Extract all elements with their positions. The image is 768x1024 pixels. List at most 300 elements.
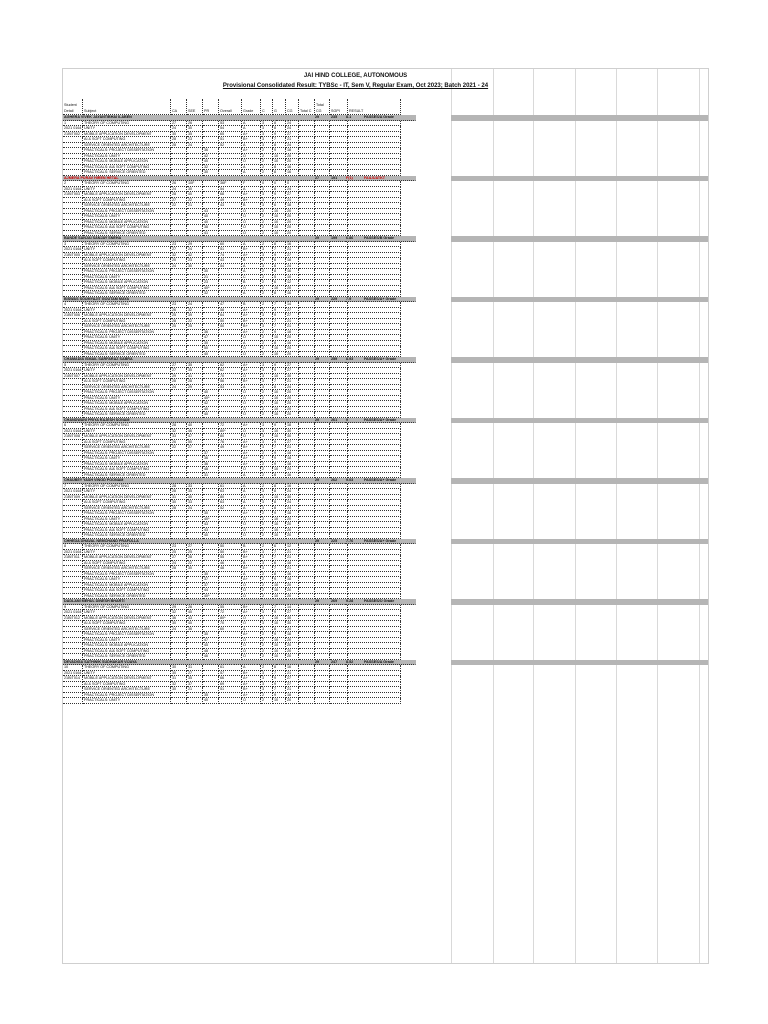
total-cg: 199 [330, 236, 345, 242]
subject-name: MOBILE APPLICATION DEVELOPMENT [83, 374, 171, 380]
band-extension [451, 478, 708, 484]
score-cell: 9 [273, 451, 286, 457]
score-cell: 2 [261, 412, 273, 418]
score-cell: 30 [203, 632, 219, 638]
score-cell: 2 [261, 522, 273, 528]
score-cell: 63 [219, 489, 242, 495]
score-cell: 10 [273, 583, 286, 589]
score-cell: A+ [242, 363, 261, 369]
score-cell: 3 [261, 203, 273, 209]
score-cell: A [242, 242, 261, 248]
subject-name: PRACTICALS: PROJECT DISSERTATION [83, 390, 171, 396]
band-extension [451, 297, 708, 303]
score-cell: 21 [286, 319, 299, 325]
score-cell: 24 [286, 385, 299, 391]
title-block [63, 71, 708, 91]
score-cell: 2 [261, 302, 273, 308]
score-cell: 24 [286, 143, 299, 149]
score-cell: 40 [187, 495, 203, 501]
score-cell: 22 [171, 445, 187, 451]
sgpi: 8.93 [345, 357, 363, 363]
score-cell: 62 [219, 368, 242, 374]
score-cell: A [242, 665, 261, 671]
header-cell: SGPI [330, 99, 348, 115]
score-cell: 31 [171, 495, 187, 501]
score-cell: 41 [187, 374, 203, 380]
score-cell: 32 [171, 610, 187, 616]
result: PASSES/A+ Grade [363, 539, 416, 545]
subject-name: MOBILE APPLICATION DEVELOPMENT [83, 495, 171, 501]
score-cell: 52 [219, 506, 242, 512]
band-extension [451, 539, 708, 545]
score-cell: 3 [261, 627, 273, 633]
score-cell: 27 [286, 682, 299, 688]
score-cell: O [242, 621, 261, 627]
result: FAILS/ATKT [363, 176, 416, 182]
score-cell: 8 [273, 627, 286, 633]
score-cell: 36 [187, 627, 203, 633]
score-cell: B+ [242, 671, 261, 677]
score-cell: 6 [273, 561, 286, 567]
subject-name: THEORY OF COMPUTING [83, 665, 171, 671]
score-cell: 40 [203, 698, 219, 704]
score-cell: 20 [286, 698, 299, 704]
score-cell: 25 [171, 550, 187, 556]
score-cell: 40 [187, 621, 203, 627]
subject-name: AI & SOFT COMPUTING [83, 379, 171, 385]
score-cell: 10 [273, 594, 286, 600]
score-cell: 10 [273, 346, 286, 352]
score-cell: 7 [273, 445, 286, 451]
score-cell: 24 [171, 126, 187, 132]
score-cell: 20 [286, 583, 299, 589]
score-cell: 32 [203, 165, 219, 171]
blank-cell [330, 698, 348, 704]
student-detail-cell: 21BIT006 [63, 313, 83, 319]
subject-name: AI & SOFT COMPUTING [83, 500, 171, 506]
score-cell: 5 [273, 275, 286, 281]
score-cell: 27 [187, 671, 203, 677]
student-detail-cell: 2021 0164 [64, 126, 82, 130]
score-cell: B [242, 203, 261, 209]
score-cell: 30 [187, 126, 203, 132]
score-cell: 46 [203, 654, 219, 660]
score-cell: 2 [261, 165, 273, 171]
subject-name: PRACTICALS: AI& SOFT COMPUTING [83, 649, 171, 655]
total-credits: 29 [314, 478, 330, 484]
score-cell: 21 [286, 379, 299, 385]
score-cell: 40* [203, 286, 219, 292]
student-detail-cell: 7 [63, 484, 83, 490]
subject-name: SERVICE ORIENTED ARCHITECTURE [83, 627, 171, 633]
score-cell: A+ [242, 313, 261, 319]
score-cell: 76 [219, 440, 242, 446]
student-detail-cell: 21BIT014 [63, 676, 83, 682]
score-cell: 40 [203, 214, 219, 220]
score-cell: A+ [242, 330, 261, 336]
result: PASSES/A+ Grade [363, 478, 416, 484]
score-cell: O [242, 346, 261, 352]
score-cell: A [242, 126, 261, 132]
score-cell: 8 [273, 341, 286, 347]
score-cell: 3 [261, 385, 273, 391]
subject-name: MOBILE APPLICATION DEVELOPMENT [83, 555, 171, 561]
header-cell: SEE [187, 99, 203, 115]
score-cell: 10 [273, 643, 286, 649]
score-cell: 30 [187, 566, 203, 572]
score-cell: 25 [171, 324, 187, 330]
score-cell: A [242, 341, 261, 347]
score-cell: 27 [286, 363, 299, 369]
score-cell: 35 [203, 693, 219, 699]
score-cell: O [242, 225, 261, 231]
total-cg: 225 [330, 539, 345, 545]
score-cell: O [242, 407, 261, 413]
score-cell: 27 [286, 368, 299, 374]
student-name: CHHEDA DHAVAL NEMCHAND PRAFULLA [63, 539, 234, 545]
score-cell: 20 [286, 214, 299, 220]
score-cell: 24 [187, 247, 203, 253]
score-cell: 8 [273, 506, 286, 512]
total-credits: 29 [314, 297, 330, 303]
score-cell: 27 [286, 253, 299, 259]
result: PASSES/A+ Grade [363, 418, 416, 424]
column-gridline [657, 69, 658, 963]
score-cell: 46 [187, 429, 203, 435]
score-cell: A+ [242, 423, 261, 429]
score-cell: 7 [273, 137, 286, 143]
column-gridline [451, 69, 452, 963]
score-cell: 18 [286, 451, 299, 457]
score-cell: 30 [171, 671, 187, 677]
score-cell: B [242, 302, 261, 308]
score-cell: 10 [273, 286, 286, 292]
score-cell: 3 [261, 363, 273, 369]
score-cell: 14 [286, 605, 299, 611]
score-cell: A [242, 170, 261, 176]
student-detail-cell: 21BIT007 [63, 374, 83, 380]
total-cg: 191 [330, 176, 345, 182]
score-cell: 2 [261, 170, 273, 176]
result: PASSES/A Grade [363, 660, 416, 666]
student-detail-cell: 1 [63, 121, 83, 127]
score-cell: 2 [261, 456, 273, 462]
score-cell: 3 [261, 247, 273, 253]
total-credits: 29 [314, 115, 330, 121]
score-cell: 18 [286, 258, 299, 264]
score-cell: 21 [203, 275, 219, 281]
score-cell: 40* [203, 517, 219, 523]
score-cell: 3 [261, 506, 273, 512]
score-cell: A+ [242, 682, 261, 688]
score-cell: 9 [273, 423, 286, 429]
score-cell: 54 [219, 187, 242, 193]
score-cell: 10 [273, 209, 286, 215]
student-detail-cell: 21BIT011 [63, 555, 83, 561]
score-cell: 16 [286, 165, 299, 171]
score-cell: 40* [203, 396, 219, 402]
score-cell: 35 [187, 489, 203, 495]
score-cell: 0 [261, 181, 273, 187]
score-cell: 2 [261, 291, 273, 297]
result: PASSES/A+ Grade [363, 297, 416, 303]
sgpi: 7.76 [345, 539, 363, 545]
score-cell: 70 [219, 621, 242, 627]
score-cell: 20 [286, 412, 299, 418]
score-cell: O [242, 209, 261, 215]
score-cell: 80 [219, 495, 242, 501]
score-cell: 8 [273, 385, 286, 391]
score-cell: 2 [261, 533, 273, 539]
score-cell: 42 [203, 401, 219, 407]
score-cell: 43 [203, 522, 219, 528]
subject-name: PRACTICALS: UNITY [83, 456, 171, 462]
score-cell: 50 [219, 550, 242, 556]
score-cell: 62 [219, 363, 242, 369]
score-cell: 21 [286, 445, 299, 451]
score-cell: 27 [171, 555, 187, 561]
score-cell: 18 [286, 511, 299, 517]
score-cell: 2 [261, 649, 273, 655]
score-cell: 10 [273, 533, 286, 539]
score-cell: 28 [171, 137, 187, 143]
score-cell: O [242, 154, 261, 160]
score-cell: 9 [273, 693, 286, 699]
student-name: AJMERA PURAV HIREN HETAL [63, 176, 234, 182]
score-cell: 10 [273, 522, 286, 528]
score-cell: 80* [219, 616, 242, 622]
score-cell: 30 [286, 616, 299, 622]
score-cell: 23 [171, 544, 187, 550]
subject-name: UNITY [83, 126, 171, 132]
score-cell: 49 [219, 198, 242, 204]
subject-name: THEORY OF COMPUTING [83, 302, 171, 308]
total-cg: 262 [330, 478, 345, 484]
score-cell: 9 [273, 440, 286, 446]
score-cell: 23 [171, 242, 187, 248]
score-cell: 2 [261, 341, 273, 347]
score-cell: 8 [273, 165, 286, 171]
score-cell: B+ [242, 247, 261, 253]
score-cell: 63 [219, 500, 242, 506]
score-cell: O [242, 286, 261, 292]
score-cell: 21 [286, 137, 299, 143]
score-cell: 8 [273, 665, 286, 671]
score-cell: 72 [219, 423, 242, 429]
student-detail-cell: 21BIT003 [63, 192, 83, 198]
score-cell: 35 [187, 363, 203, 369]
subject-name: PRACTICALS: UNITY [83, 638, 171, 644]
subject-name: AI & SOFT COMPUTING [83, 137, 171, 143]
score-cell: 24 [286, 121, 299, 127]
score-cell: 33 [171, 434, 187, 440]
subject-name: AI & SOFT COMPUTING [83, 198, 171, 204]
subject-name: PRACTICALS: UNITY [83, 154, 171, 160]
score-cell: 52 [219, 143, 242, 149]
score-cell: 10 [273, 434, 286, 440]
score-cell: 29 [187, 242, 203, 248]
score-cell: 7 [273, 379, 286, 385]
score-cell: 2 [261, 632, 273, 638]
score-cell: 10 [273, 390, 286, 396]
subject-name: PRACTICALS: PROJECT DISSERTATION [83, 209, 171, 215]
score-cell: 40* [203, 594, 219, 600]
score-cell: 29 [171, 605, 187, 611]
score-cell: 29 [187, 385, 203, 391]
subject-name: PRACTICALS: AI& SOFT COMPUTING [83, 286, 171, 292]
subject-name: PRACTICALS: PROJECT DISSERTATION [83, 269, 171, 275]
score-cell: 30 [171, 665, 187, 671]
score-cell: 27 [286, 132, 299, 138]
subject-name: PRACTICALS: PROJECT DISSERTATION [83, 632, 171, 638]
score-cell: 2 [261, 605, 273, 611]
score-cell: A [242, 121, 261, 127]
score-cell: B+ [242, 137, 261, 143]
header-cell: Student Detail [63, 99, 83, 115]
total-cg: 235 [330, 115, 345, 121]
score-cell [219, 698, 242, 704]
score-cell: 2 [261, 665, 273, 671]
score-cell: 7 [273, 687, 286, 693]
score-cell: 53 [219, 385, 242, 391]
subject-name: THEORY OF COMPUTING [83, 605, 171, 611]
score-cell: 16 [286, 665, 299, 671]
subject-name: PRACTICALS: MOBILE APPLICATION [83, 643, 171, 649]
header-cell: Total C [299, 99, 315, 115]
score-cell: B+ [242, 319, 261, 325]
score-cell: 37 [203, 583, 219, 589]
score-cell: A+ [242, 148, 261, 154]
score-cell: 31 [203, 473, 219, 479]
score-cell: 10 [273, 401, 286, 407]
score-cell: 38 [203, 225, 219, 231]
score-cell: 30 [203, 170, 219, 176]
score-cell: 43 [219, 203, 242, 209]
score-cell: 3 [261, 192, 273, 198]
score-cell: 65 [219, 132, 242, 138]
score-cell: 24 [286, 187, 299, 193]
score-cell: 3 [261, 566, 273, 572]
score-cell: 9 [273, 682, 286, 688]
score-cell: 60 [219, 242, 242, 248]
score-cell: O [242, 638, 261, 644]
student-detail-cell: 5 [63, 363, 83, 369]
student-detail-cell: 21BIT012 [63, 616, 83, 622]
score-cell: 30 [203, 511, 219, 517]
score-cell: 8 [273, 484, 286, 490]
student-detail-cell: 21BIT005 [63, 253, 83, 259]
student-name: CHAUBEY YASH VINOD POONAM [63, 478, 234, 484]
score-cell: 20 [286, 638, 299, 644]
subject-name: AI & SOFT COMPUTING [83, 440, 171, 446]
score-cell: 3 [261, 616, 273, 622]
student-name: BISWAS SOUMYAJIT GOUTAM MAYA [63, 297, 234, 303]
student-detail-cell: 6 [63, 423, 83, 429]
subject-name: PRACTICALS: AI& SOFT COMPUTING [83, 407, 171, 413]
score-cell: 2 [261, 269, 273, 275]
score-cell: A [242, 269, 261, 275]
score-cell: 20 [286, 528, 299, 534]
student-detail-cell [63, 698, 83, 704]
score-cell: A [242, 187, 261, 193]
sgpi: 9 [345, 418, 363, 424]
score-cell: B+ [242, 550, 261, 556]
student-name: CHAMADIA ISMAIL SARFARAZ SABRA [63, 357, 234, 363]
score-cell: 20 [286, 594, 299, 600]
score-cell: 40 [203, 533, 219, 539]
subject-name: PRACTICALS: UNITY [83, 335, 171, 341]
student-name: CHANDWANI PRIYA RAJESH SONAM [63, 418, 234, 424]
subject-name: PRACTICALS: UNITY [83, 214, 171, 220]
score-cell: 40 [203, 390, 219, 396]
header-cell: G [273, 99, 286, 115]
score-cell: 3 [261, 187, 273, 193]
score-cell: 42 [203, 154, 219, 160]
total-cg: 229 [330, 297, 345, 303]
score-cell [171, 698, 187, 704]
score-cell: 23 [171, 302, 187, 308]
student-detail-cell: 21BIT002 [63, 132, 83, 138]
score-cell: 30 [187, 264, 203, 270]
score-cell: 43 [203, 528, 219, 534]
score-cell: 3 [261, 324, 273, 330]
score-cell: 55 [219, 555, 242, 561]
score-cell: 20 [286, 390, 299, 396]
score-cell: 20 [286, 588, 299, 594]
student-name: BANDE SANJAI SANJAY SNEHA [63, 236, 234, 242]
score-cell: 6 [273, 258, 286, 264]
score-cell: A [242, 264, 261, 270]
score-cell: O [242, 434, 261, 440]
score-cell: 9 [273, 192, 286, 198]
score-cell: 3 [261, 258, 273, 264]
score-cell: 3 [261, 500, 273, 506]
score-cell: 2 [261, 330, 273, 336]
subject-name: AI & SOFT COMPUTING [83, 319, 171, 325]
score-cell: 7 [273, 566, 286, 572]
score-cell: 10F [187, 181, 203, 187]
score-cell: 2 [261, 154, 273, 160]
score-cell: 43 [203, 209, 219, 215]
sgpi: 7.9 [345, 297, 363, 303]
student-detail-cell: 2021 0164 [64, 610, 82, 614]
score-cell: 47 [203, 335, 219, 341]
subject-name: PRACTICALS: AI& SOFT COMPUTING [83, 165, 171, 171]
score-cell: 23 [187, 137, 203, 143]
score-cell: B+ [242, 324, 261, 330]
score-cell: 21 [286, 247, 299, 253]
subject-name: PRACTICALS: MOBILE APPLICATION [83, 583, 171, 589]
score-cell: 27 [171, 247, 187, 253]
score-cell: 2 [261, 511, 273, 517]
score-cell: 24 [171, 561, 187, 567]
score-cell: 3 [261, 132, 273, 138]
score-cell: 21 [286, 687, 299, 693]
subject-name: PRACTICALS: PROJECT DISSERTATION [83, 511, 171, 517]
subject-name: PRACTICALS: UNITY [83, 275, 171, 281]
score-cell: 3 [261, 374, 273, 380]
score-cell: 8 [273, 264, 286, 270]
score-cell: 28 [171, 143, 187, 149]
score-cell: 3 [261, 137, 273, 143]
subject-name: PRACTICALS: PROJECT DISSERTATION [83, 572, 171, 578]
score-cell: 20 [286, 522, 299, 528]
score-cell: 26 [187, 605, 203, 611]
score-cell: B [242, 544, 261, 550]
score-cell: 2 [261, 148, 273, 154]
score-cell: 12 [286, 544, 299, 550]
score-cell: 22 [187, 561, 203, 567]
